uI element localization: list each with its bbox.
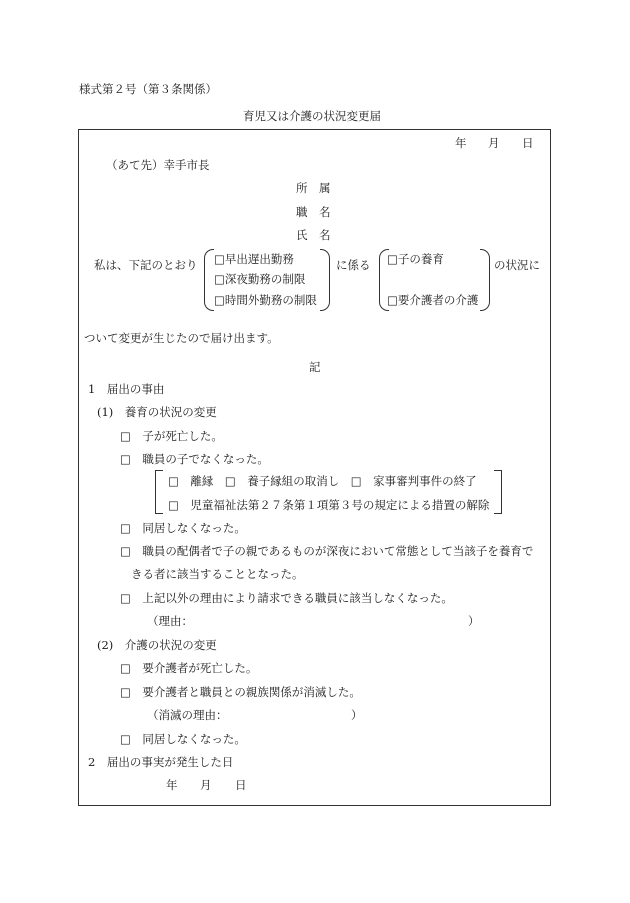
position-label: 職 名 <box>296 205 331 219</box>
right-paren-work <box>320 249 330 311</box>
option-nursing-care: □要介護者の介護 <box>387 293 479 307</box>
option-overtime: □時間外勤務の制限 <box>214 293 317 307</box>
reason-label: （理由： <box>147 614 193 628</box>
option-late-night: □深夜勤務の制限 <box>214 272 306 286</box>
occurrence-month: 月 <box>200 778 212 792</box>
spouse-item-line2: きる者に該当することとなった。 <box>131 567 304 581</box>
not-living-together-item: □ 同居しなくなった。 <box>120 521 246 535</box>
section1-heading: 1 届出の事由 <box>88 382 165 396</box>
child-died-item: □ 子が死亡した。 <box>120 429 223 443</box>
left-bracket-sub <box>155 470 163 514</box>
intro-middle: に係る <box>336 258 371 272</box>
date-month: 月 <box>488 136 500 150</box>
intro-prefix: 私は、下記のとおり <box>94 258 198 272</box>
sub-item-adoption: □ 離縁 □ 養子縁組の取消し □ 家事審判事件の終了 <box>168 474 477 488</box>
ki-heading: 記 <box>309 360 321 374</box>
nursing-not-living-item: □ 同居しなくなった。 <box>120 732 246 746</box>
relation-ended-item: □ 要介護者と職員との親族関係が消滅した。 <box>120 685 361 699</box>
affiliation-label: 所 属 <box>296 181 331 195</box>
name-label: 氏 名 <box>296 228 331 242</box>
right-paren-care <box>480 249 490 311</box>
nursing-heading: (2) 介護の状況の変更 <box>97 638 217 652</box>
document-title: 育児又は介護の状況変更届 <box>243 109 381 123</box>
no-longer-child-item: □ 職員の子でなくなった。 <box>120 452 269 466</box>
section2-heading: 2 届出の事実が発生した日 <box>88 755 234 769</box>
extinction-reason-label: （消滅の理由： <box>147 708 228 722</box>
date-day: 日 <box>522 136 534 150</box>
spouse-item-line1: □ 職員の配偶者で子の親であるものが深夜において常態として当該子を養育で <box>120 544 534 558</box>
addressee: （あて先）幸手市長 <box>106 158 210 172</box>
other-reason-item: □ 上記以外の理由により請求できる職員に該当しなくなった。 <box>120 591 453 605</box>
extinction-reason-close: ） <box>351 708 363 722</box>
occurrence-year: 年 <box>166 778 178 792</box>
date-year: 年 <box>455 136 467 150</box>
sub-item-welfare: □ 児童福祉法第２７条第１項第３号の規定による措置の解除 <box>168 498 490 512</box>
left-paren-work <box>204 249 214 311</box>
intro-suffix: の状況に <box>494 258 540 272</box>
option-child-care: □子の養育 <box>387 252 444 266</box>
reason-close: ） <box>468 614 480 628</box>
form-number: 様式第２号（第３条関係） <box>79 82 217 96</box>
care-recipient-died-item: □ 要介護者が死亡した。 <box>120 661 258 675</box>
right-bracket-sub <box>494 470 502 514</box>
option-early-late: □早出遅出勤務 <box>214 252 294 266</box>
intro-continuation: ついて変更が生じたので届け出ます。 <box>84 331 279 345</box>
occurrence-day: 日 <box>235 778 247 792</box>
childcare-heading: (1) 養育の状況の変更 <box>97 405 217 419</box>
